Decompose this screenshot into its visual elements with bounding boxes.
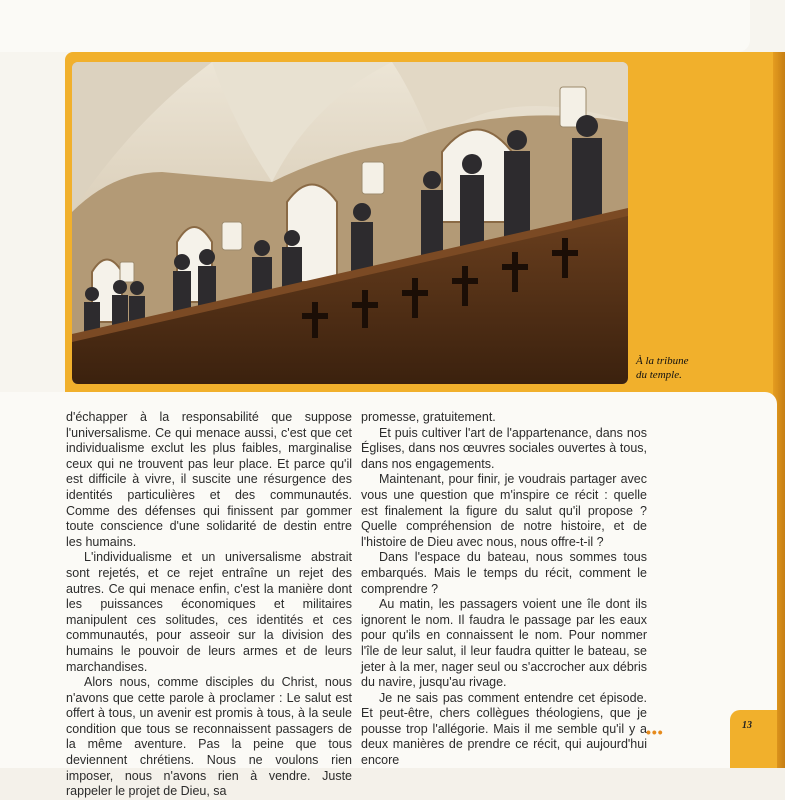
right-paragraph-6: Je ne sais pas comment entendre cet épisode. Et peut-être, chers collègues théologiens, que je pousse trop l'allégorie. Mais il me semble qu'il y a deux manières de prendre ce récit, qui aujourd'hui encore: [361, 690, 647, 768]
left-paragraph-2: L'individualisme et un universalisme abstrait sont rejetés, et ce rejet entraîne un rejet des autres. Ce qui menace enfin, c'est la manière dont les puissances économiques et militaires manipulent ces solitudes, ces identités et ces communautés, pour asseoir sur la division des humains le pouvoir de leurs armes et de leurs marchandises.: [66, 550, 352, 674]
right-paragraph-5: Au matin, les passagers voient une île dont ils ignorent le nom. Il faudra le passage par les eaux pour qu'ils en connaissent le nom. Pour nommer l'île de leur salut, il leur faudra quitter le bateau, se jeter à la mer, nager seul ou s'accrocher aux débris du navire, jusqu'au rivage.: [361, 597, 647, 690]
church-gallery-photo-icon: [72, 62, 628, 384]
photo-caption: [636, 354, 716, 382]
caption-line-1: À la tribune: [636, 355, 689, 367]
church-gallery-photo: [72, 62, 628, 384]
page-number-tab: [730, 710, 777, 768]
top-paper-edge: [0, 0, 750, 52]
caption-line-2: du temple.: [636, 369, 682, 381]
right-text-column: [361, 410, 647, 769]
page-number: 13: [742, 720, 752, 731]
left-text-column: [66, 410, 352, 800]
left-paragraph-1: d'échapper à la responsabilité que suppose l'universalisme. Ce qui menace aussi, c'est que cet individualisme exclut les plus faibles, marginalise ceux qui ne trouvent pas leur place. Et parce qu'il est difficile à vivre, il suscite une résurgence des identités particulières et des communautés. Comme des défenses qui finissent par gommer toute conscience d'une solidarité de destin entre les humains.: [66, 410, 352, 549]
right-paragraph-4: Dans l'espace du bateau, nous sommes tous embarqués. Mais le temps du récit, comment le comprendre ?: [361, 550, 647, 596]
right-paragraph-3: Maintenant, pour finir, je voudrais partager avec vous une question que m'inspire ce récit : quelle est finalement la figure du salut qu'il propose ? Quelle compréhension de notre histoire, et de l'histoire de Dieu avec nous, nous offre-t-il ?: [361, 472, 647, 549]
left-paragraph-3: Alors nous, comme disciples du Christ, nous n'avons que cette parole à proclamer : Le salut est offert à tous, un avenir est promis à tous, à la seule condition que tous se reconnaissent passagers de la même aventure. Pas la peine que tous deviennent chrétiens. Nous ne voulons rien imposer, nous n'avons rien à vendre. Juste rappeler le projet de Dieu, sa: [66, 675, 352, 799]
right-paragraph-1: promesse, gratuitement.: [361, 410, 496, 424]
right-paragraph-2: Et puis cultiver l'art de l'appartenance, dans nos Églises, dans nos œuvres sociales ouvertes à tous, dans nos engagements.: [361, 425, 647, 471]
continuation-dots-icon: •••: [646, 724, 664, 740]
